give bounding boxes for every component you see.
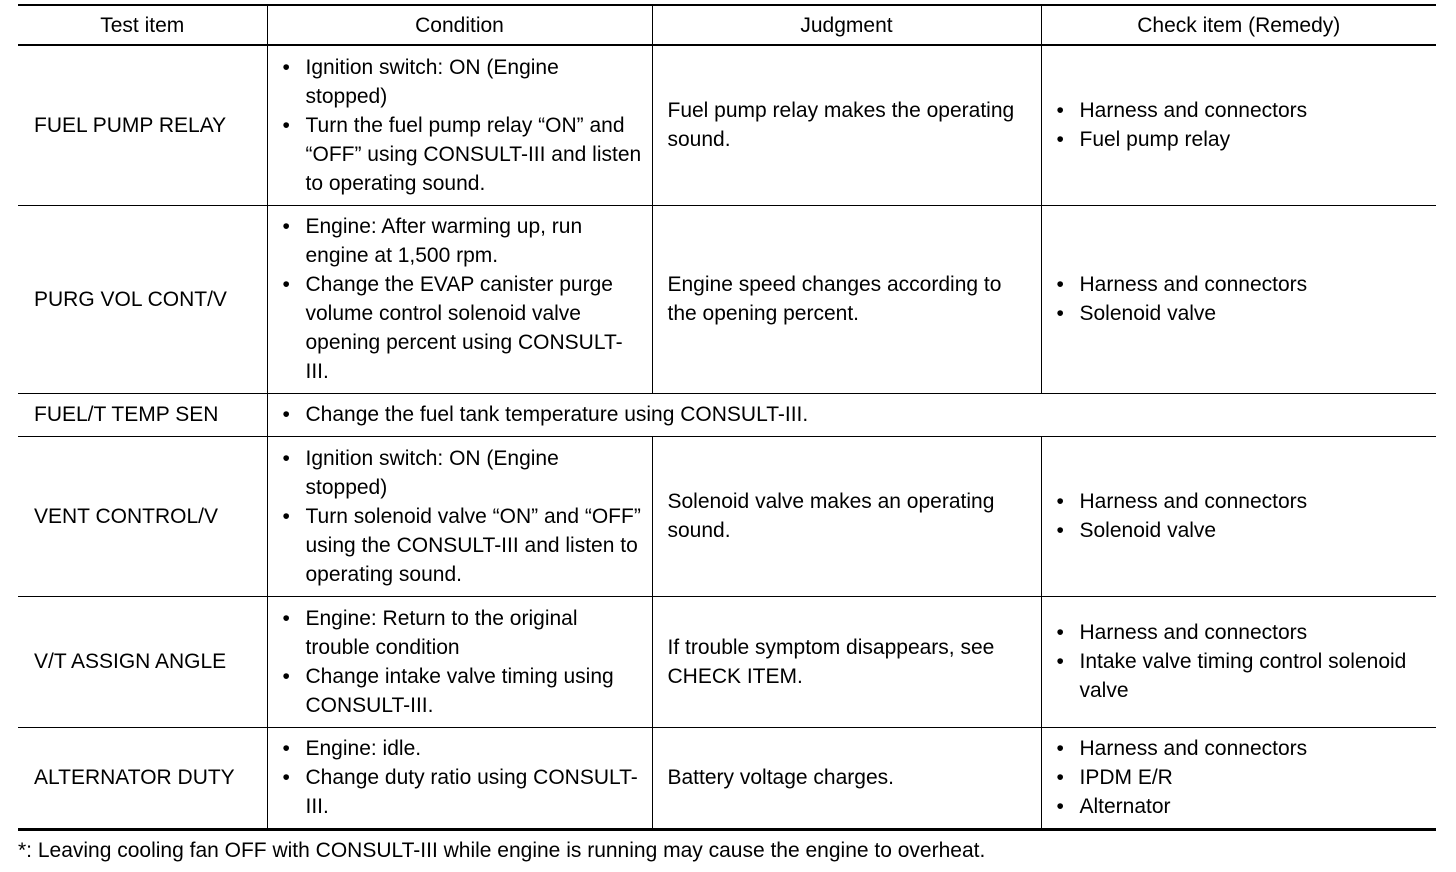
condition-bullet: • Engine: idle.: [283, 734, 646, 763]
footnote: *: Leaving cooling fan OFF with CONSULT-III while engine is running may cause the engine to overheat.: [18, 839, 986, 862]
check-cell: [1041, 45, 1436, 205]
table-row: [18, 205, 1436, 393]
judgment-cell: Fuel pump relay makes the operating sound.: [652, 45, 1041, 205]
header-row: [18, 5, 1436, 45]
judgment-cell: Solenoid valve makes an operating sound.: [652, 436, 1041, 596]
table-row: [18, 727, 1436, 829]
condition-cell: [267, 727, 652, 829]
check-bullet: • Alternator: [1057, 792, 1431, 821]
condition-cell: [267, 596, 652, 727]
condition-bullet: • Turn the fuel pump relay “ON” and “OFF” using CONSULT-III and listen to operating sound.: [283, 111, 646, 198]
test-item: V/T ASSIGN ANGLE: [18, 596, 267, 727]
test-item: VENT CONTROL/V: [18, 436, 267, 596]
test-item: FUEL/T TEMP SEN: [18, 393, 267, 436]
condition-bullet: • Change the EVAP canister purge volume control solenoid valve opening percent using CONSULT-III.: [283, 270, 646, 386]
test-item: ALTERNATOR DUTY: [18, 727, 267, 829]
check-bullet: • Harness and connectors: [1057, 734, 1431, 763]
condition-cell: [267, 45, 652, 205]
header-test-item: Test item: [18, 5, 267, 45]
table-row: [18, 436, 1436, 596]
condition-bullet: • Engine: Return to the original trouble condition: [283, 604, 646, 662]
check-cell: [1041, 596, 1436, 727]
check-bullet: • Solenoid valve: [1057, 516, 1431, 545]
check-cell: [1041, 727, 1436, 829]
test-item: FUEL PUMP RELAY: [18, 45, 267, 205]
table-row: [18, 596, 1436, 727]
condition-bullet: • Change the fuel tank temperature using CONSULT-III.: [283, 400, 1431, 429]
condition-bullet: • Ignition switch: ON (Engine stopped): [283, 53, 646, 111]
diagnosis-table: [18, 4, 1436, 831]
check-bullet: • IPDM E/R: [1057, 763, 1431, 792]
table-row: [18, 393, 1436, 436]
condition-span-cell: [267, 393, 1436, 436]
check-bullet: • Intake valve timing control solenoid valve: [1057, 647, 1431, 705]
check-bullet: • Harness and connectors: [1057, 487, 1431, 516]
check-bullet: • Harness and connectors: [1057, 96, 1431, 125]
header-judgment: Judgment: [652, 5, 1041, 45]
condition-bullet: • Turn solenoid valve “ON” and “OFF” using the CONSULT-III and listen to operating sound.: [283, 502, 646, 589]
check-cell: [1041, 205, 1436, 393]
check-bullet: • Fuel pump relay: [1057, 125, 1431, 154]
condition-bullet: • Ignition switch: ON (Engine stopped): [283, 444, 646, 502]
table-row: [18, 45, 1436, 205]
check-bullet: • Solenoid valve: [1057, 299, 1431, 328]
test-item: PURG VOL CONT/V: [18, 205, 267, 393]
check-bullet: • Harness and connectors: [1057, 618, 1431, 647]
check-bullet: • Harness and connectors: [1057, 270, 1431, 299]
condition-bullet: • Engine: After warming up, run engine at 1,500 rpm.: [283, 212, 646, 270]
judgment-cell: Battery voltage charges.: [652, 727, 1041, 829]
condition-bullet: • Change duty ratio using CONSULT-III.: [283, 763, 646, 821]
judgment-cell: If trouble symptom disappears, see CHECK ITEM.: [652, 596, 1041, 727]
header-check-item: Check item (Remedy): [1041, 5, 1436, 45]
condition-cell: [267, 436, 652, 596]
check-cell: [1041, 436, 1436, 596]
condition-cell: [267, 205, 652, 393]
header-condition: Condition: [267, 5, 652, 45]
judgment-cell: Engine speed changes according to the opening percent.: [652, 205, 1041, 393]
condition-bullet: • Change intake valve timing using CONSULT-III.: [283, 662, 646, 720]
